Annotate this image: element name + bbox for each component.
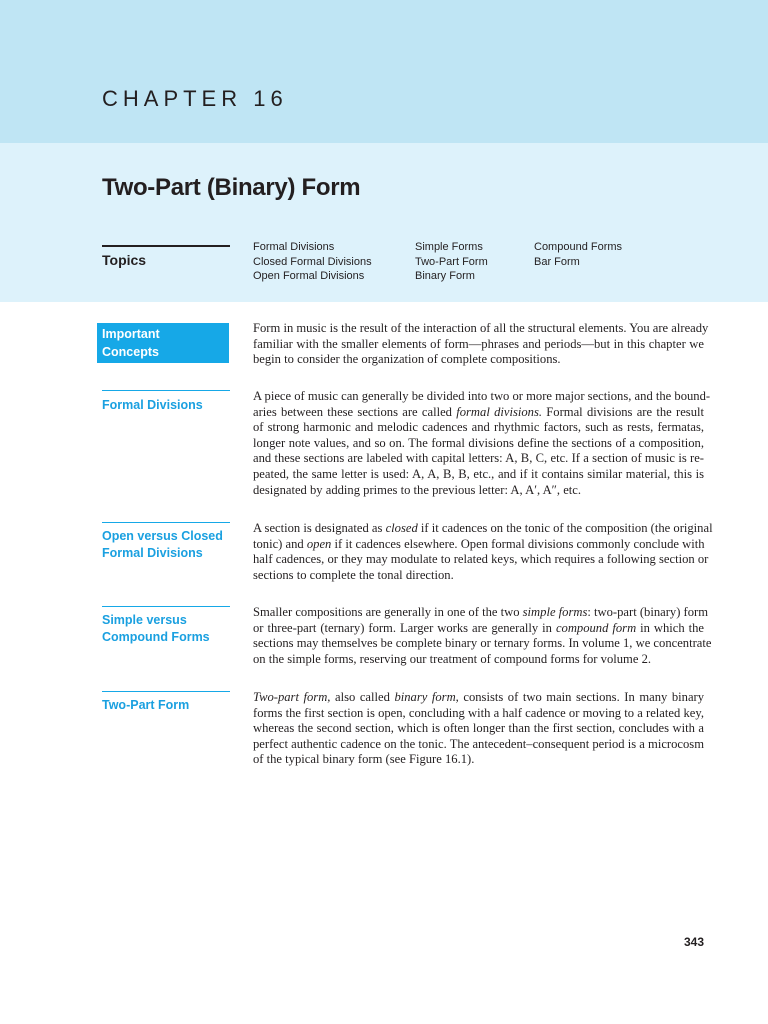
topics-column-3: [534, 240, 622, 269]
important-concepts-box: [97, 323, 229, 363]
text-run: forms the first section is open, concluding with a half cadence or moving to a related key,: [253, 705, 704, 720]
simple-compound-rule: [102, 606, 230, 607]
text-run: A piece of music can generally be divided into two or more major sections, and the bound-: [253, 389, 711, 403]
formal-divisions-rule: [102, 390, 230, 391]
text-run: begin to consider the organization of complete compositions.: [253, 352, 561, 367]
two-part-form-rule: [102, 691, 230, 692]
paragraph-line: [253, 405, 704, 421]
sidebar-heading-formal-divisions: [102, 397, 203, 414]
text-run: tonic) and: [253, 536, 307, 551]
italic-term: compound form: [555, 620, 637, 635]
text-run: in which the: [636, 620, 705, 635]
text-run: Formal divisions are the result: [542, 404, 704, 419]
topic-item: Bar Form: [534, 255, 580, 268]
paragraph-line: [253, 752, 704, 768]
italic-term: closed: [385, 521, 418, 535]
italic-term: simple forms: [522, 605, 588, 619]
paragraph-line: [253, 321, 709, 337]
paragraph-line: [253, 568, 704, 584]
paragraph-line: [253, 605, 709, 621]
topics-column-1: [253, 240, 372, 284]
topics-column-2: [415, 240, 488, 284]
text-run: sections to complete the tonal direction.: [253, 567, 454, 582]
important-concepts-label: [102, 326, 160, 361]
paragraph-line: [253, 337, 704, 353]
text-run: perfect authentic cadence on the tonic. The antecedent–consequent period is a microcosm: [253, 736, 704, 751]
text-run: also called: [330, 690, 395, 704]
text-run: and these sections are labeled with capital letters: A, B, C, etc. If a section of music is re-: [253, 451, 704, 466]
topic-item: Binary Form: [415, 270, 475, 282]
sidebar-heading-line: Compound Forms: [102, 630, 210, 644]
text-run: half cadences, or they may modulate to related keys, which requires a following section or: [253, 552, 709, 567]
page-number: 343: [683, 935, 704, 949]
text-run: if it cadences on the tonic of the composition (the original: [417, 521, 713, 535]
text-run: if it cadences elsewhere. Open formal divisions commonly conclude with: [331, 536, 705, 551]
sidebar-heading-simple-compound: [102, 612, 210, 646]
paragraph-line: [253, 621, 704, 637]
sidebar-heading-two-part-form: [102, 697, 189, 714]
paragraph-line: [253, 737, 704, 753]
sidebar-heading-line: Open versus Closed: [102, 529, 223, 543]
text-run: sections may themselves be complete binary or ternary forms. In volume 1, we concentrate: [253, 636, 712, 651]
topic-item: Compound Forms: [534, 241, 623, 253]
italic-term: Two-part form,: [253, 690, 331, 704]
paragraph-line: [253, 521, 713, 537]
paragraph-line: [253, 706, 704, 722]
two-part-form-paragraph: [253, 690, 704, 768]
italic-term: binary form,: [394, 690, 459, 704]
text-run: longer note values, and so on. The formal divisions define the sections of a composition,: [253, 435, 704, 450]
paragraph-line: [253, 552, 709, 568]
paragraph-line: [253, 352, 704, 368]
topics-rule: [102, 245, 230, 247]
text-run: : two-part (binary) form: [587, 605, 709, 619]
topics-heading: Topics: [102, 252, 147, 268]
title-band: [0, 143, 768, 302]
sidebar-heading-open-closed: [102, 528, 223, 562]
sidebar-heading-line: Formal Divisions: [102, 398, 203, 412]
topic-item: Formal Divisions: [253, 241, 335, 253]
chapter-title: Two-Part (Binary) Form: [102, 174, 361, 201]
paragraph-line: [253, 636, 712, 652]
text-run: familiar with the smaller elements of form—phrases and periods—but in this chapter we: [253, 336, 704, 351]
text-run: of the typical binary form (see Figure 16.1).: [253, 752, 475, 767]
simple-compound-paragraph: [253, 605, 712, 667]
paragraph-line: [253, 652, 704, 668]
chapter-header-band: [0, 0, 768, 143]
sidebar-heading-line: Two-Part Form: [102, 698, 190, 712]
text-run: whereas the second section, which is often longer than the first section, concludes with a: [253, 721, 704, 736]
paragraph-line: [253, 721, 704, 737]
text-run: A section is designated as: [253, 521, 386, 535]
text-run: on the simple forms, reserving our treatment of compound forms for volume 2.: [253, 651, 652, 666]
open-closed-rule: [102, 522, 230, 523]
italic-term: open: [306, 536, 332, 551]
important-label-line-2: Concepts: [102, 344, 159, 359]
topic-item: Open Formal Divisions: [253, 270, 365, 282]
paragraph-line: [253, 420, 704, 436]
important-label-line-1: Important: [102, 327, 160, 341]
paragraph-line: [253, 690, 704, 706]
paragraph-line: [253, 537, 704, 553]
paragraph-line: [253, 467, 704, 483]
topic-item: Closed Formal Divisions: [253, 255, 372, 268]
topic-item: Two-Part Form: [415, 255, 488, 268]
topic-item: Simple Forms: [415, 241, 483, 253]
text-run: of strong harmonic and melodic cadences and rhythmic factors, such as rests, fermatas,: [253, 420, 704, 435]
text-run: aries between these sections are called: [253, 404, 457, 419]
paragraph-line: [253, 451, 704, 467]
sidebar-heading-line: Simple versus: [102, 613, 187, 627]
text-run: designated by adding primes to the previous letter: A, A′, A″, etc.: [253, 482, 582, 497]
formal-divisions-paragraph: [253, 389, 711, 498]
paragraph-line: [253, 436, 704, 452]
text-run: peated, the same letter is used: A, A, B, B, etc., and if it contains similar material, this is: [253, 466, 704, 481]
paragraph-line: [253, 483, 704, 499]
text-run: Form in music is the result of the interaction of all the structural elements. You are already: [253, 321, 709, 335]
text-run: or three-part (ternary) form. Larger works are generally in: [253, 620, 556, 635]
chapter-label: CHAPTER 16: [102, 86, 288, 111]
sidebar-heading-line: Formal Divisions: [102, 546, 203, 560]
italic-term: formal divisions.: [456, 404, 543, 419]
open-closed-paragraph: [253, 521, 713, 583]
intro-paragraph: [253, 321, 709, 368]
text-run: Smaller compositions are generally in one of the two: [253, 605, 523, 619]
text-run: consists of two main sections. In many binary: [458, 690, 705, 704]
paragraph-line: [253, 389, 711, 405]
